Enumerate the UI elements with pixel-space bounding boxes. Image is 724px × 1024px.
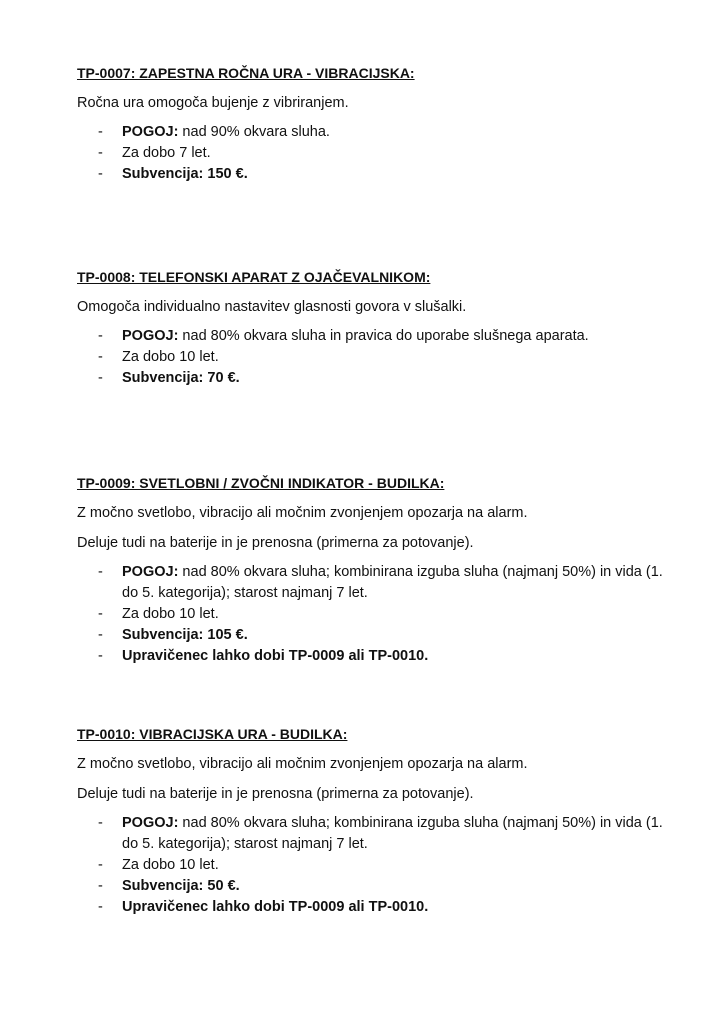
item-bold-label: Upravičenec lahko dobi TP-0009 ali TP-0010.	[122, 899, 429, 915]
list-item: - POGOJ: nad 80% okvara sluha in pravica do uporabe slušnega aparata.	[98, 328, 589, 344]
item-bold-label: Subvencija: 105 €.	[122, 627, 248, 643]
section-heading: TP-0010: VIBRACIJSKA URA - BUDILKA:	[77, 726, 348, 742]
section-tp-0007	[77, 64, 677, 185]
list-item: - POGOJ: nad 80% okvara sluha; kombinirana izguba sluha (najmanj 50%) in vida (1. do 5. kategorija); starost najmanj 7 let.	[98, 564, 663, 601]
section-heading: TP-0007: ZAPESTNA ROČNA URA - VIBRACIJSKA:	[77, 65, 415, 81]
section-description: Z močno svetlobo, vibracijo ali močnim zvonjenjem opozarja na alarm.	[77, 505, 528, 521]
item-text: Za dobo 10 let.	[122, 349, 219, 365]
section-description: Ročna ura omogoča bujenje z vibriranjem.	[77, 95, 349, 111]
list-item: - Subvencija: 50 €.	[98, 878, 240, 894]
item-bold-label: Subvencija: 150 €.	[122, 166, 248, 182]
section-tp-0010	[77, 725, 677, 918]
item-text: nad 90% okvara sluha.	[178, 124, 330, 140]
list-item: - Za dobo 10 let.	[98, 606, 219, 622]
section-tp-0008	[77, 268, 677, 389]
item-bold-label: POGOJ:	[122, 815, 179, 831]
list-item: - Za dobo 10 let.	[98, 857, 219, 873]
list-item: - Subvencija: 150 €.	[98, 166, 248, 182]
section-description: Z močno svetlobo, vibracijo ali močnim zvonjenjem opozarja na alarm.	[77, 756, 528, 772]
section-heading: TP-0008: TELEFONSKI APARAT Z OJAČEVALNIKOM:	[77, 269, 431, 285]
list-item: - Za dobo 7 let.	[98, 145, 211, 161]
condition-list	[77, 562, 677, 667]
item-bold-label: POGOJ:	[122, 564, 179, 580]
condition-list	[77, 813, 677, 918]
section-tp-0009	[77, 474, 677, 667]
item-text: nad 80% okvara sluha; kombinirana izguba sluha (najmanj 50%) in vida (1. do 5. kategorija); starost najmanj 7 let.	[122, 815, 663, 852]
section-description: Deluje tudi na baterije in je prenosna (primerna za potovanje).	[77, 786, 474, 802]
item-bold-label: Subvencija: 50 €.	[122, 878, 240, 894]
section-description: Omogoča individualno nastavitev glasnosti govora v slušalki.	[77, 299, 467, 315]
item-bold-label: Subvencija: 70 €.	[122, 370, 240, 386]
item-text: nad 80% okvara sluha in pravica do uporabe slušnega aparata.	[178, 328, 589, 344]
item-text: Za dobo 10 let.	[122, 857, 219, 873]
list-item: - Upravičenec lahko dobi TP-0009 ali TP-0010.	[98, 899, 429, 915]
list-item: - POGOJ: nad 90% okvara sluha.	[98, 124, 330, 140]
item-text: Za dobo 10 let.	[122, 606, 219, 622]
list-item: - Subvencija: 70 €.	[98, 370, 240, 386]
list-item: - Za dobo 10 let.	[98, 349, 219, 365]
item-bold-label: POGOJ:	[122, 328, 179, 344]
condition-list	[77, 122, 677, 185]
item-bold-label: POGOJ:	[122, 124, 179, 140]
list-item: - Subvencija: 105 €.	[98, 627, 248, 643]
section-heading: TP-0009: SVETLOBNI / ZVOČNI INDIKATOR - BUDILKA:	[77, 475, 445, 491]
item-text: Za dobo 7 let.	[122, 145, 211, 161]
item-bold-label: Upravičenec lahko dobi TP-0009 ali TP-0010.	[122, 648, 429, 664]
list-item: - POGOJ: nad 80% okvara sluha; kombinirana izguba sluha (najmanj 50%) in vida (1. do 5. kategorija); starost najmanj 7 let.	[98, 815, 663, 852]
list-item: - Upravičenec lahko dobi TP-0009 ali TP-0010.	[98, 648, 429, 664]
item-text: nad 80% okvara sluha; kombinirana izguba sluha (najmanj 50%) in vida (1. do 5. kategorija); starost najmanj 7 let.	[122, 564, 663, 601]
section-description: Deluje tudi na baterije in je prenosna (primerna za potovanje).	[77, 535, 474, 551]
condition-list	[77, 326, 677, 389]
